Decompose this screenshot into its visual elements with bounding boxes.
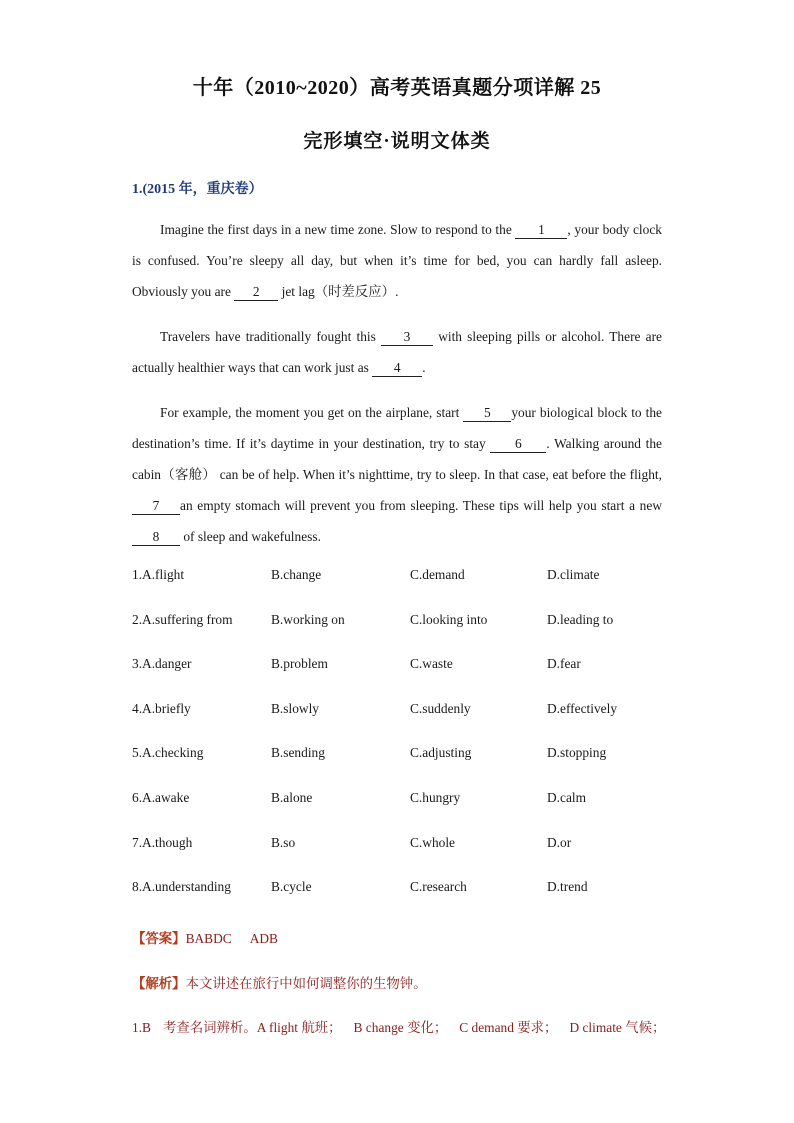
answer-part-2: ADB [249, 931, 278, 946]
option-a: 2.A.suffering from [132, 611, 233, 627]
option-a: 1.A.flight [132, 567, 185, 582]
options-list [132, 567, 672, 924]
option-c: C.suddenly [410, 700, 471, 716]
blank-4: 4 [372, 360, 422, 377]
option-d: D.calm [547, 789, 587, 805]
option-c: C.research [410, 879, 467, 895]
question-heading: 1.(2015 年，重庆卷） [132, 182, 263, 197]
blank-3: 3 [381, 329, 433, 346]
option-row-4 [132, 701, 672, 746]
option-b: B.so [271, 834, 296, 850]
blank-6: 6 [490, 436, 546, 453]
passage-text: Imagine the first days in a new time zone. Slow to respond to the [160, 222, 516, 237]
explanation-text: 考查名词辨析。A flight 航班； [162, 1020, 342, 1035]
passage-paragraph-2 [132, 321, 662, 383]
passage-text: an empty stomach will prevent you from sleeping. These tips will help you start a new [180, 498, 662, 513]
option-c: C.whole [410, 834, 456, 850]
option-d: D.fear [547, 656, 581, 672]
analysis-label: 【解析】 [132, 976, 186, 991]
passage-text: . Walking around the cabin（客舱） can be of help. When it’s nighttime, try to sleep. In that case, eat before the flight, [132, 436, 662, 482]
option-row-5 [132, 745, 672, 790]
option-a: 6.A.awake [132, 789, 190, 805]
explanation-line [132, 1017, 672, 1036]
passage-text: , your body clock is confused. You’re sleepy all day, but when it’s time for bed, you can hardly fall asleep. Obviously you are [132, 222, 662, 299]
option-a: 4.A.briefly [132, 700, 191, 716]
passage-text: . [422, 360, 426, 375]
option-row-6 [132, 790, 672, 835]
passage-text: jet lag（时差反应）. [278, 284, 399, 299]
option-d: D.climate [547, 567, 600, 582]
option-a: 7.A.though [132, 834, 193, 850]
blank-8: 8 [132, 529, 180, 546]
option-d: D.or [547, 834, 572, 850]
analysis-line [132, 973, 427, 992]
option-b: B.working on [271, 611, 345, 627]
option-row-7 [132, 835, 672, 880]
option-c: C.demand [410, 567, 465, 582]
blank-2: 2 [234, 284, 278, 301]
passage-paragraph-3 [132, 397, 662, 552]
option-d: D.stopping [547, 745, 607, 761]
option-row-1 [132, 567, 672, 612]
passage-text: your biological block to the destination’s time. If it’s daytime in your destination, try to stay [132, 405, 662, 451]
page-subtitle: 完形填空·说明文体类 [303, 131, 491, 152]
option-c: C.waste [410, 656, 453, 672]
option-row-3 [132, 656, 672, 701]
option-row-2 [132, 612, 672, 657]
option-c: C.hungry [410, 789, 461, 805]
option-b: B.slowly [271, 700, 319, 716]
passage-text: with sleeping pills or alcohol. There are actually healthier ways that can work just as [132, 329, 662, 375]
option-a: 5.A.checking [132, 745, 204, 761]
analysis-text: 本文讲述在旅行中如何调整你的生物钟。 [185, 976, 427, 991]
answer-label: 【答案】 [132, 931, 186, 946]
page-title: 十年（2010~2020）高考英语真题分项详解 25 [192, 77, 602, 99]
option-b: B.problem [271, 656, 328, 672]
passage-text: of sleep and wakefulness. [180, 529, 321, 544]
explanation-text: C demand 要求； [459, 1020, 558, 1035]
passage-text: Travelers have traditionally fought this [160, 329, 382, 344]
answer-line [132, 928, 278, 947]
option-d: D.trend [547, 879, 588, 895]
answer-part-1: BABDC [185, 931, 232, 946]
option-a: 8.A.understanding [132, 879, 231, 895]
option-b: B.change [271, 567, 322, 582]
option-a: 3.A.danger [132, 656, 192, 672]
blank-5: 5 [463, 405, 511, 422]
passage-paragraph-1 [132, 214, 662, 307]
option-d: D.effectively [547, 700, 618, 716]
option-b: B.sending [271, 745, 325, 761]
blank-1: 1 [515, 222, 567, 239]
option-c: C.adjusting [410, 745, 472, 761]
explanation-text: B change 变化； [353, 1020, 448, 1035]
explanation-number: 1.B [132, 1020, 151, 1035]
blank-7: 7 [132, 498, 180, 515]
option-b: B.alone [271, 789, 313, 805]
option-row-8 [132, 879, 672, 924]
explanation-text: D climate 气候； [569, 1020, 666, 1035]
option-c: C.looking into [410, 611, 488, 627]
passage-text: For example, the moment you get on the airplane, start [160, 405, 464, 420]
option-b: B.cycle [271, 879, 312, 895]
option-d: D.leading to [547, 611, 614, 627]
